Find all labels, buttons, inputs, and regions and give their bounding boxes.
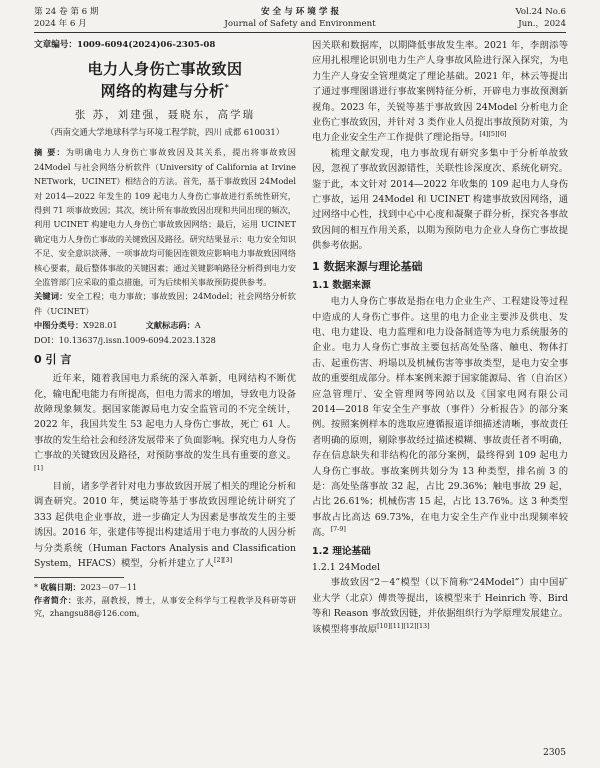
footnote-rule — [34, 577, 124, 578]
article-number: 文章编号：1009-6094(2024)06-2305-08 — [34, 40, 216, 50]
ref-7-9: [7-9] — [330, 525, 346, 534]
header-date-cn: 2024 年 6 月 — [34, 19, 87, 29]
header-rule — [34, 32, 566, 33]
abstract-text: 为明确电力人身伤亡事故致因及其关系，提出将事故致因 24Model 与社会网络分析软件（University of California at Irvine NETwork，UCINET）相结合的方法。首先，基于事故致因 24Model 对 2014—2022 年发生的 109 起电力人身伤亡事故进行系统性研究，得到 71 项事故致因；其次，统计所有事故致因出现和共同出现的频次，利用 UCINET 构建电力人身伤亡事故致因网络；最后，运用 UCINET 确定电力人身伤亡事故的关键致因及路径。研究结果显示：电力安全知识不足、安全意识淡薄、一项事故均可能因连锁效应影响电力事故致因网络核心要素，最后整体事故的关键因素；通过关键影响路径分析得到电力安全监管部门应采取的重点措施，可为后续相关事故预防提供参考。 — [34, 147, 297, 288]
left-column — [34, 38, 296, 620]
page-number: 2305 — [543, 748, 566, 758]
header-journal — [34, 6, 566, 30]
clc-label: 中图分类号： — [34, 320, 84, 331]
intro-ref-2: [2] — [213, 555, 224, 564]
data-source-paragraph — [312, 294, 568, 541]
doi: DOI：10.13637/j.issn.1009-6094.2023.1328 — [34, 334, 216, 345]
right-paragraph-1 — [312, 38, 568, 146]
model-paragraph — [312, 575, 568, 637]
title-line-2-text: 网络的构建与分析 — [100, 82, 225, 100]
intro-ref-1: [1] — [34, 463, 44, 472]
ref-4: [4] — [479, 130, 489, 139]
title-line-1: 电力人身伤亡事故致因 — [87, 60, 243, 78]
data-source-text: 电力人身伤亡事故是指在电力企业生产、工程建设等过程中造成的人身伤亡事件。这里的电力企业主要涉及供电、发电、电力建设、电力监理和电力设备制造等为电力系统服务的企业。电力人身伤亡事故主要包括高处坠落、触电、物体打击、起重伤害、坍塌以及机械伤害等事故类型，是电力安全事故的重要组成部分。样本案例来源于国家能源局、省（自治区）应急管理厅、安全管理网等网站以及《国家电网有限公司 2014—2018 年安全生产事故（事件）分析报告》的部分案例。按照案例样本的选取应遵循报道详细描述清晰，事故责任者明确的原则，剔除事故经过描述模糊、事故责任者不明确，存在信息缺失和非结构化的部分案例，最终得到 109 起电力人身伤亡事故。事故案例共划分为 13 种类型，排名前 3 的是：高处坠落事故 32 起，占比 29.36%；触电事故 29 起，占比 26.61%；机械伤害 15 起，占比 13.76%。这 3 种类型事故占比高达 69.73%，在电力安全生产作业中出现频率较高。 — [312, 296, 568, 539]
journal-name-en: Journal of Safety and Environment — [224, 19, 376, 29]
title-footnote-mark: * — [224, 83, 230, 92]
section-1-2-heading: 1.2 理论基础 — [312, 545, 371, 557]
ref-6: [6] — [497, 130, 507, 139]
clc-code: X928.01 — [83, 320, 118, 331]
keywords-label: 关键词： — [34, 291, 68, 302]
title-line-2 — [34, 80, 296, 102]
journal-name-cn: 安 全 与 环 境 学 报 — [260, 7, 340, 17]
received-label: 收稿日期： — [40, 583, 81, 593]
header-vol-en — [516, 6, 566, 30]
abstract — [34, 145, 296, 289]
header-date-en: Jun.，2024 — [518, 19, 566, 29]
intro-paragraph-2 — [34, 479, 296, 571]
affiliation: （西南交通大学地球科学与环境工程学院，四川 成都 610031） — [45, 127, 285, 138]
ref-13: [13] — [416, 621, 430, 630]
footnote-author — [34, 594, 296, 620]
header-vol-no: Vol.24 No.6 — [515, 7, 566, 17]
intro-p1-text: 近年来，随着我国电力系统的深入革新，电网结构不断优化，输电配电能力有所提高，但电力需求的增加，导致电力设备故障现象频发。据国家能源局电力安全监管司的不完全统计，2022 年，我国共发生 53 起电力人身伤亡事故，死亡 61 人。事故的发生给社会和经济发展带来了负面影响。探究电力人身伤亡事故的关键致因及路径，对预防事故的发生具有重要的意义。 — [34, 373, 296, 462]
right-p1-text: 因关联和数据库，以期降低事故发生率。2021 年，李朗添等应用扎根理论识别电力生产人身事故风险进行深入探究，为电力生产人身安全管理奠定了理论基础。2021 年，林云等提出了通过事理图谱进行事故案例特征分析，开辟电力事故预测新视角。2023 年，关锐等基于事故致因 24Model 分析电力企业伤亡事故致因，并针对 3 类作业人员提出事故预防对策，为电力企业安全生产工作提供了理论指导。 — [312, 40, 568, 144]
ref-5: [5] — [488, 130, 498, 139]
abstract-label: 摘 要： — [34, 147, 66, 158]
section-intro-heading: 0 引 言 — [34, 353, 72, 367]
classification-line — [34, 318, 296, 332]
author-list: 张 苏，刘建强，聂晓东，高学瑞 — [74, 109, 256, 121]
section-1-heading: 1 数据来源与理论基础 — [312, 259, 423, 273]
intro-paragraph-1 — [34, 371, 296, 479]
model-text: 事故致因“2－4”模型（以下简称“24Model”）由中国矿业大学（北京）傅贵等提出，该模型来于 Heinrich 等、Bird 等和 Reason 事故致因链，并依据组织行为学原理发展建立。该模型将事故原 — [312, 577, 568, 635]
keywords — [34, 289, 296, 318]
ref-11: [11] — [390, 621, 404, 630]
section-1-1-heading: 1.1 数据来源 — [312, 279, 371, 291]
author-bio-label: 作者简介： — [34, 596, 77, 606]
author-bio: 张苏，副教授，博士，从事安全科学与工程教学及科研等研究，zhangsu88@126.com。 — [34, 596, 297, 619]
doc-code: A — [194, 320, 201, 331]
section-1-2-1-heading: 1.2.1 24Model — [312, 562, 380, 573]
article-title — [34, 58, 296, 102]
intro-ref-3: [3] — [223, 555, 233, 564]
header-volume-issue: 第 24 卷 第 6 期 — [34, 7, 99, 17]
doc-code-label: 文献标志码： — [145, 320, 195, 331]
intro-p2-text: 目前，诸多学者针对电力事故致因开展了相关的理论分析和调查研究。2010 年，樊运晓等基于事故致因理论统计研究了 333 起供电企业事故，进一步确定人为因素是事故发生的主要诱因。2016 年，张建伟等提出构建适用于电力事故的人因分析与分类系统（Human Factors Analysis and Classification System，HFACS）模型，分析并建立了人 — [34, 480, 296, 569]
running-header — [34, 6, 566, 32]
received-date: 2023－07－11 — [80, 583, 138, 593]
keywords-text: 安全工程；电力事故；事故致因；24Model；社会网络分析软件（UCINET） — [34, 291, 296, 316]
ref-12: [12] — [403, 621, 417, 630]
ref-10: [10] — [377, 621, 391, 630]
right-column — [312, 38, 568, 637]
footnote-received: * 收稿日期：2023－07－11 — [34, 583, 138, 593]
right-paragraph-2: 梳理文献发现，电力事故现有研究多集中于分析单故致因，忽视了事故致因源错性，关联性诊深度次、系统化研究。鉴于此，本文针对 2014—2022 年收集的 109 起电力人身伤亡事故，运用 24Model 和 UCINET 构建事故致因网络，通过网络中心性，找到中心中心度和凝聚子群分析，探究各事故致因间的相互作用关系，以期为预防电力企业人身伤亡事故提供参考依据。 — [312, 147, 568, 252]
